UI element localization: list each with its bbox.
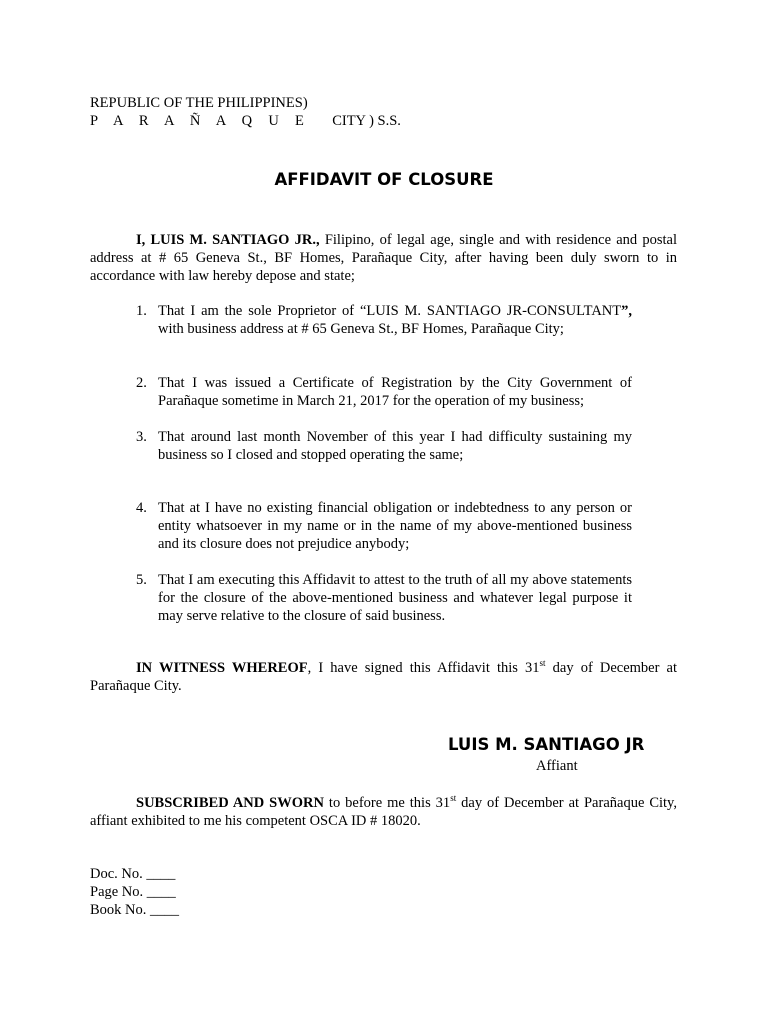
sworn-lead: SUBSCRIBED AND SWORN	[136, 795, 324, 811]
witness-text: , I have signed this Affidavit this 31	[307, 660, 540, 676]
item-number: 2.	[136, 375, 147, 391]
item-text: That I am the sole Proprietor of “LUIS M. SANTIAGO JR-CONSULTANT	[158, 303, 622, 319]
sworn-text: to before me this 31	[323, 795, 451, 811]
witness-lead: IN WITNESS WHEREOF	[136, 660, 308, 676]
witness-paragraph	[90, 659, 677, 695]
header-city	[90, 112, 401, 130]
list-item	[90, 428, 632, 464]
item-text: That at I have no existing financial obligation or indebtedness to any person or entity whatsoever in my name or in the name of my above-mentioned business and its closure does not prejudice anybody;	[158, 500, 632, 552]
affiant-label: Affiant	[536, 758, 578, 774]
sworn-ordinal: st	[450, 793, 457, 804]
header-place: P A R A Ñ A Q U E	[90, 113, 311, 129]
item-text: That I was issued a Certificate of Registration by the City Government of Parañaque sometime in March 21, 2017 for the operation of my business;	[158, 375, 632, 409]
item-text: That around last month November of this year I had difficulty sustaining my business so I closed and stopped operating the same;	[158, 429, 632, 463]
item-text-cont: with business address at # 65 Geneva St., BF Homes, Parañaque City;	[158, 321, 564, 337]
item-text: That I am executing this Affidavit to attest to the truth of all my above statements for the closure of the above-mentioned business and whatever legal purpose it may serve relative to the closure of said business.	[158, 572, 632, 624]
affiant-name-intro: I, LUIS M. SANTIAGO JR.,	[136, 232, 320, 248]
header-city-ss: CITY ) S.S.	[332, 113, 401, 129]
list-item	[90, 571, 632, 625]
intro-text: Filipino, of legal age, single and with residence and postal address at # 65 Geneva St., BF Homes, Parañaque City, after having been duly sworn to in accordance with law hereby depose and state;	[90, 232, 678, 284]
witness-text-cont: day of December at Parañaque City.	[90, 660, 678, 694]
doc-number-line: Doc. No. ____	[90, 866, 176, 882]
sworn-text-cont: day of December at Parañaque City, affiant exhibited to me his competent OSCA ID # 18020.	[90, 795, 677, 829]
page-number-line: Page No. ____	[90, 884, 176, 900]
item-text-bold: ”,	[621, 303, 632, 319]
item-number: 1.	[136, 303, 147, 319]
sworn-paragraph	[90, 794, 677, 830]
list-item	[90, 302, 632, 338]
list-item	[90, 374, 632, 410]
header-republic: REPUBLIC OF THE PHILIPPINES)	[90, 95, 308, 111]
item-number: 3.	[136, 429, 147, 445]
item-number: 5.	[136, 572, 147, 588]
intro-paragraph	[90, 231, 677, 285]
list-item	[90, 499, 632, 553]
affiant-signature-name: LUIS M. SANTIAGO JR	[448, 735, 645, 754]
witness-ordinal: st	[539, 658, 546, 669]
document-title: AFFIDAVIT OF CLOSURE	[274, 170, 494, 189]
item-number: 4.	[136, 500, 147, 516]
book-number-line: Book No. ____	[90, 902, 180, 918]
